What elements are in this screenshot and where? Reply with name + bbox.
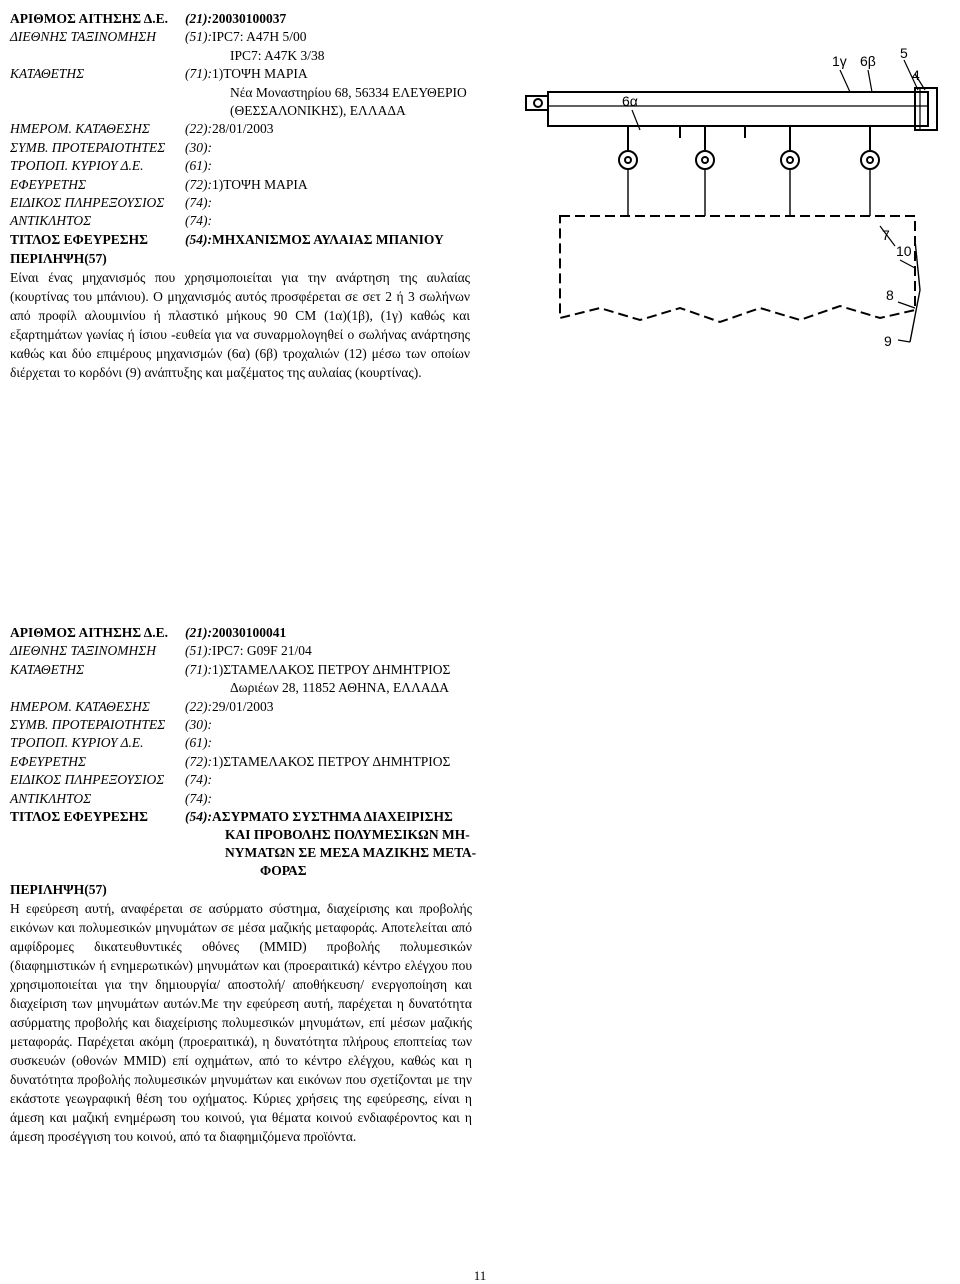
attorney-row [10, 771, 472, 789]
field-code: (30): [185, 716, 212, 732]
field-label: ΑΡΙΘΜΟΣ ΑΙΤΗΣΗΣ Δ.Ε. [10, 625, 168, 640]
label-8: 8 [886, 287, 894, 303]
curtain-mechanism-drawing [520, 40, 950, 360]
label-4: 4 [912, 67, 920, 83]
classification-value: IPC7: A47H 5/00 [212, 29, 307, 45]
field-label: ΚΑΤΑΘΕΤΗΣ [10, 66, 85, 82]
field-code: (21): [185, 625, 212, 640]
label-1g: 1γ [832, 53, 847, 69]
curtain-panel [560, 216, 915, 322]
field-label: ΔΙΕΘΝΗΣ ΤΑΞΙΝΟΜΗΣΗ [10, 643, 156, 659]
field-code: (54): [185, 808, 212, 824]
inventor-row [10, 176, 470, 194]
applicant-row [10, 65, 470, 83]
amendment-row [10, 157, 470, 175]
field-code: (21): [185, 11, 212, 26]
field-label: ΔΙΕΘΝΗΣ ΤΑΞΙΝΟΜΗΣΗ [10, 29, 156, 45]
field-label: ΤΡΟΠΟΠ. ΚΥΡΙΟΥ Δ.Ε. [10, 158, 144, 174]
record-1 [10, 10, 470, 382]
invention-title-line-2: ΚΑΙ ΠΡΟΒΟΛΗΣ ΠΟΛΥΜΕΣΙΚΩΝ ΜΗ- [225, 826, 470, 842]
label-6a: 6α [622, 93, 638, 109]
application-number: 20030100037 [212, 11, 287, 26]
pulley-group [619, 126, 879, 169]
field-code: (74): [185, 790, 212, 806]
representative-row [10, 790, 472, 808]
label-10: 10 [896, 243, 912, 259]
invention-title-line-4: ΦΟΡΑΣ [260, 862, 307, 878]
invention-title-line-3: ΝΥΜΑΤΩΝ ΣΕ ΜΕΣΑ ΜΑΖΙΚΗΣ ΜΕΤΑ- [225, 844, 477, 860]
field-code: (71): [185, 661, 212, 677]
field-label: ΤΙΤΛΟΣ ΕΦΕΥΡΕΣΗΣ [10, 231, 148, 247]
inventor-name: 1)ΤΟΨΗ ΜΑΡΙΑ [212, 176, 308, 192]
abstract-heading: ΠΕΡΙΛΗΨΗ(57) [10, 251, 107, 267]
field-label: ΗΜΕΡΟΜ. ΚΑΤΑΘΕΣΗΣ [10, 121, 150, 137]
field-code: (72): [185, 753, 212, 769]
field-label: ΤΡΟΠΟΠ. ΚΥΡΙΟΥ Δ.Ε. [10, 735, 144, 751]
inventor-row [10, 753, 472, 771]
field-label: ΕΦΕΥΡΕΤΗΣ [10, 176, 87, 192]
classification-value-2: IPC7: A47K 3/38 [230, 47, 325, 63]
filing-date-row [10, 698, 472, 716]
representative-row [10, 212, 470, 230]
label-9: 9 [884, 333, 892, 349]
classification-row [10, 642, 472, 660]
filing-date: 29/01/2003 [212, 698, 274, 714]
field-code: (61): [185, 735, 212, 751]
title-row [10, 808, 477, 880]
field-code: (22): [185, 121, 212, 137]
field-label: ΚΑΤΑΘΕΤΗΣ [10, 661, 85, 677]
priority-row [10, 139, 470, 157]
field-label: ΕΦΕΥΡΕΤΗΣ [10, 753, 87, 769]
label-6b: 6β [860, 53, 876, 69]
applicant-address-1: Νέα Μοναστηρίου 68, 56334 ΕΛΕΥΘΕΡΙΟ [230, 84, 467, 100]
field-code: (61): [185, 158, 212, 174]
applicant-name: 1)ΤΟΨΗ ΜΑΡΙΑ [212, 66, 308, 82]
abstract-heading: ΠΕΡΙΛΗΨΗ(57) [10, 881, 107, 897]
amendment-row [10, 734, 472, 752]
end-cap-left [526, 96, 548, 110]
application-number-row [10, 10, 470, 28]
field-label: ΤΙΤΛΟΣ ΕΦΕΥΡΕΣΗΣ [10, 808, 148, 824]
applicant-address-1: Δωριέων 28, 11852 ΑΘΗΝΑ, ΕΛΛΑΔΑ [230, 680, 450, 696]
application-number-row [10, 624, 472, 642]
abstract-text: Η εφεύρεση αυτή, αναφέρεται σε ασύρματο σύστημα, διαχείρισης και προβολής εικόνων και πολυμεσικών μηνυμάτων σε μέσα μαζικής μεταφοράς. Αποτελείται από αμφίδρομες δικατευθυντικές οθόνες (MMID) προβολής πολυμεσικών (διαφημιστικών ή ενημερωτικών) μηνυμάτων και (προεραιτικά) κέντρο ελέγχου που χρησιμοποιείται για την δημιουργία/ αποστολή/ αποθήκευση/ ενεργοποίηση και διαχείριση των μηνυμάτων αυτών.Με την εφεύρεση αυτή, παρέχεται η δυνατότητα ασύρματης προβολής και διαχείρισης πολυμεσικών μηνυμάτων, επί μέσων μαζικής μεταφοράς. Παρέχεται ακόμη (προεραιτικά), η δυνατότητα πλήρους εποπτείας των συσκευών (οθονών MMID) επί οχημάτων, από το κέντρο ελέγχου, καθώς και η δυνατότητα προβολής πολυμεσικών μηνυμάτων και εικόνων που σχετίζονται με την εκάστοτε γεωγραφική θέση του οχήματος. Κύριες χρήσεις της εφεύρεσης, είναι η άμεση και μαζική ενημέρωση του κοινού, για θέματα κοινού ενδιαφέροντος και η άμεση προσέγγιση του κοινού, από τα διαφημιζόμενα προϊόντα. [10, 900, 472, 1144]
field-code: (22): [185, 698, 212, 714]
applicant-name: 1)ΣΤΑΜΕΛΑΚΟΣ ΠΕΤΡΟΥ ΔΗΜΗΤΡΙΟΣ [212, 661, 451, 677]
field-code: (74): [185, 213, 212, 229]
end-bracket-right [915, 88, 937, 130]
classification-row [10, 28, 470, 46]
invention-title: ΜΗΧΑΝΙΣΜΟΣ ΑΥΛΑΙΑΣ ΜΠΑΝΙΟΥ [212, 231, 444, 247]
field-code: (74): [185, 772, 212, 788]
field-label: ΑΝΤΙΚΛΗΤΟΣ [10, 213, 92, 229]
inventor-name: 1)ΣΤΑΜΕΛΑΚΟΣ ΠΕΤΡΟΥ ΔΗΜΗΤΡΙΟΣ [212, 753, 451, 769]
priority-row [10, 716, 472, 734]
field-label: ΕΙΔΙΚΟΣ ΠΛΗΡΕΞΟΥΣΙΟΣ [10, 194, 165, 210]
filing-date-row [10, 120, 470, 138]
field-label: ΑΝΤΙΚΛΗΤΟΣ [10, 790, 92, 806]
field-code: (30): [185, 139, 212, 155]
label-7: 7 [882, 227, 890, 243]
label-5: 5 [900, 45, 908, 61]
field-code: (51): [185, 643, 212, 659]
classification-value: IPC7: G09F 21/04 [212, 643, 312, 659]
abstract-text: Είναι ένας μηχανισμός που χρησιμοποιείται για την ανάρτηση της αυλαίας (κουρτίνας του μπάνιου). Ο μηχανισμός αυτός προσφέρεται σε σετ 2 ή 3 σωλήνων από προφίλ αλουμινίου ή πλαστικό μήκους 90 CM (1α)(1β), (1γ) καθώς και εξαρτημάτων γωνίας ή ίσιου -ευθεία για να συναρμολογηθεί ο σωλήνας ανάρτησης καθώς και δύο επιμέρους μηχανισμών (6α) (6β) τροχαλιών (12) μέσω των οποίων διέρχεται το κορδόνι (9) ανάπτυξης και μαζέματος της αυλαίας (κουρτίνας). [10, 270, 470, 381]
field-code: (54): [185, 231, 212, 247]
record-2 [10, 624, 477, 1146]
applicant-row [10, 661, 472, 679]
field-label: ΑΡΙΘΜΟΣ ΑΙΤΗΣΗΣ Δ.Ε. [10, 11, 168, 26]
applicant-address-2: (ΘΕΣΣΑΛΟΝΙΚΗΣ), ΕΛΛΑΔΑ [230, 102, 406, 118]
field-code: (72): [185, 176, 212, 192]
title-row [10, 231, 470, 249]
application-number: 20030100041 [212, 625, 287, 640]
invention-title-line-1: ΑΣΥΡΜΑΤΟ ΣΥΣΤΗΜΑ ΔΙΑΧΕΙΡΙΣΗΣ [212, 808, 453, 824]
filing-date: 28/01/2003 [212, 121, 274, 137]
attorney-row [10, 194, 470, 212]
field-label: ΣΥΜΒ. ΠΡΟΤΕΡΑΙΟΤΗΤΕΣ [10, 139, 166, 155]
field-label: ΕΙΔΙΚΟΣ ΠΛΗΡΕΞΟΥΣΙΟΣ [10, 772, 165, 788]
field-label: ΣΥΜΒ. ΠΡΟΤΕΡΑΙΟΤΗΤΕΣ [10, 716, 166, 732]
field-code: (51): [185, 29, 212, 45]
field-code: (74): [185, 194, 212, 210]
rail-top [548, 92, 928, 126]
page-number: 11 [473, 1268, 487, 1283]
field-label: ΗΜΕΡΟΜ. ΚΑΤΑΘΕΣΗΣ [10, 698, 150, 714]
field-code: (71): [185, 66, 212, 82]
